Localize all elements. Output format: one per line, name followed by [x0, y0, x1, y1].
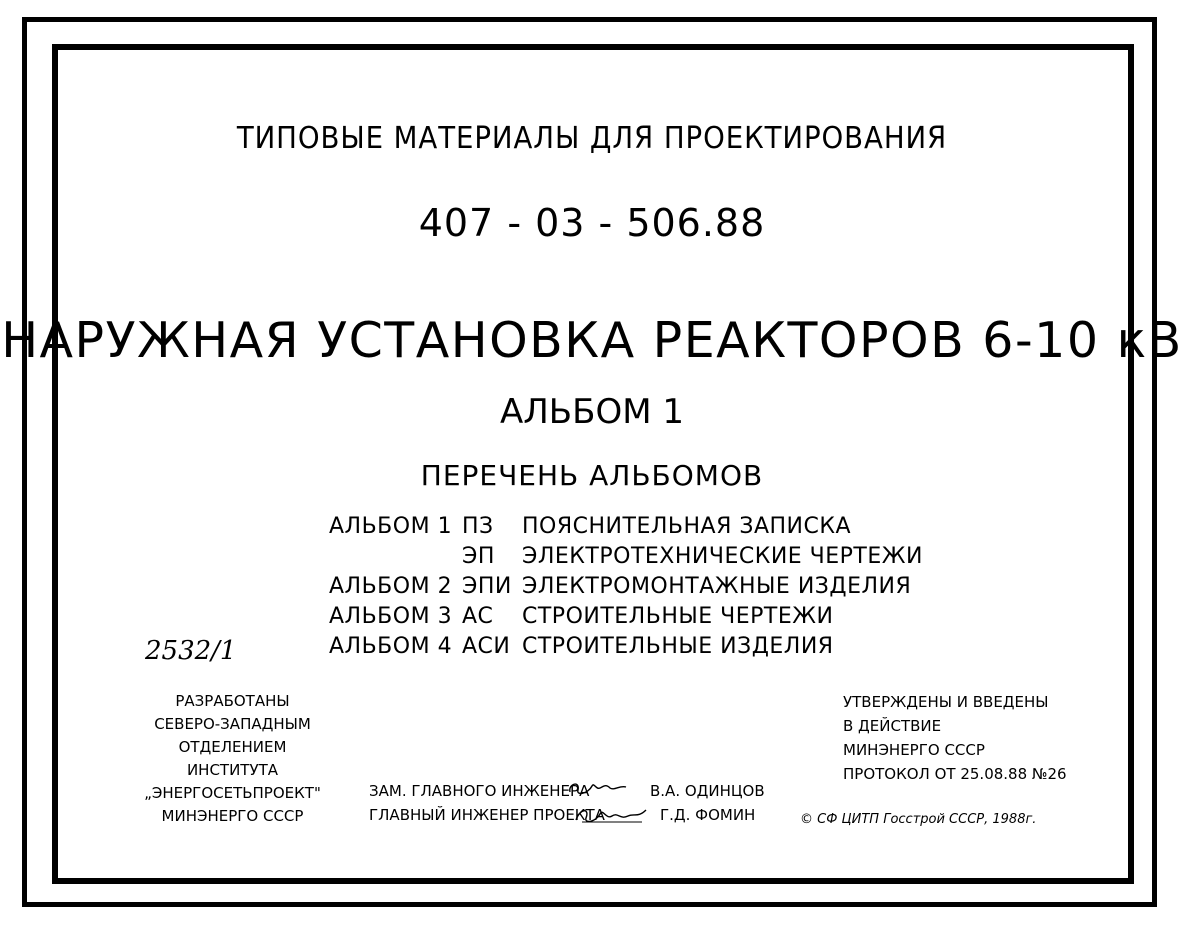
developer-line: ИНСТИТУТА „ЭНЕРГОСЕТЬПРОЕКТ": [144, 761, 321, 802]
approval-line: УТВЕРЖДЕНЫ И ВВЕДЕНЫ: [843, 693, 1049, 711]
album-list-code: ПЗ: [462, 514, 494, 539]
album-list-description: ЭЛЕКТРОТЕХНИЧЕСКИЕ ЧЕРТЕЖИ: [522, 544, 923, 569]
album-list-description: ПОЯСНИТЕЛЬНАЯ ЗАПИСКА: [522, 514, 852, 539]
album-list-description: СТРОИТЕЛЬНЫЕ ЧЕРТЕЖИ: [522, 604, 834, 629]
document-code: 407 - 03 - 506.88: [418, 201, 766, 245]
album-list-album: АЛЬБОМ 4: [329, 634, 453, 659]
document-title: НАРУЖНАЯ УСТАНОВКА РЕАКТОРОВ 6-10 кВ: [1, 312, 1183, 369]
approval-line: В ДЕЙСТВИЕ: [843, 717, 942, 735]
album-list-code: АС: [462, 604, 494, 629]
document-subtitle: ТИПОВЫЕ МАТЕРИАЛЫ ДЛЯ ПРОЕКТИРОВАНИЯ: [236, 121, 948, 156]
chief-signature: [572, 802, 652, 828]
developer-line: МИНЭНЕРГО СССР: [161, 807, 304, 825]
album-label: АЛЬБОМ 1: [499, 392, 684, 432]
chief-role: ГЛАВНЫЙ ИНЖЕНЕР ПРОЕКТА: [369, 806, 605, 824]
copyright-note: © СФ ЦИТП Госстрой СССР, 1988г.: [800, 812, 1037, 827]
approval-block: [843, 690, 1067, 786]
album-list-heading: ПЕРЕЧЕНЬ АЛЬБОМОВ: [420, 459, 764, 492]
developer-line: РАЗРАБОТАНЫ: [175, 692, 290, 710]
handwritten-number: 2532/1: [145, 636, 237, 666]
album-list-code: ЭП: [462, 544, 495, 569]
deputy-role: ЗАМ. ГЛАВНОГО ИНЖЕНЕРА: [369, 782, 590, 800]
deputy-signature: [566, 776, 638, 800]
album-list-code: ЭПИ: [462, 574, 512, 599]
developer-line: СЕВЕРО-ЗАПАДНЫМ ОТДЕЛЕНИЕМ: [154, 715, 311, 756]
deputy-name: В.А. ОДИНЦОВ: [650, 782, 765, 800]
developer-block: [100, 690, 365, 828]
album-list-album: АЛЬБОМ 3: [329, 604, 453, 629]
approval-line: ПРОТОКОЛ ОТ 25.08.88 №26: [843, 765, 1067, 783]
album-list-description: СТРОИТЕЛЬНЫЕ ИЗДЕЛИЯ: [522, 634, 834, 659]
chief-name: Г.Д. ФОМИН: [660, 806, 756, 824]
approval-line: МИНЭНЕРГО СССР: [843, 741, 985, 759]
album-list-album: АЛЬБОМ 2: [329, 574, 453, 599]
album-list-album: АЛЬБОМ 1: [329, 514, 453, 539]
album-list-code: АСИ: [462, 634, 511, 659]
album-list-description: ЭЛЕКТРОМОНТАЖНЫЕ ИЗДЕЛИЯ: [522, 574, 912, 599]
